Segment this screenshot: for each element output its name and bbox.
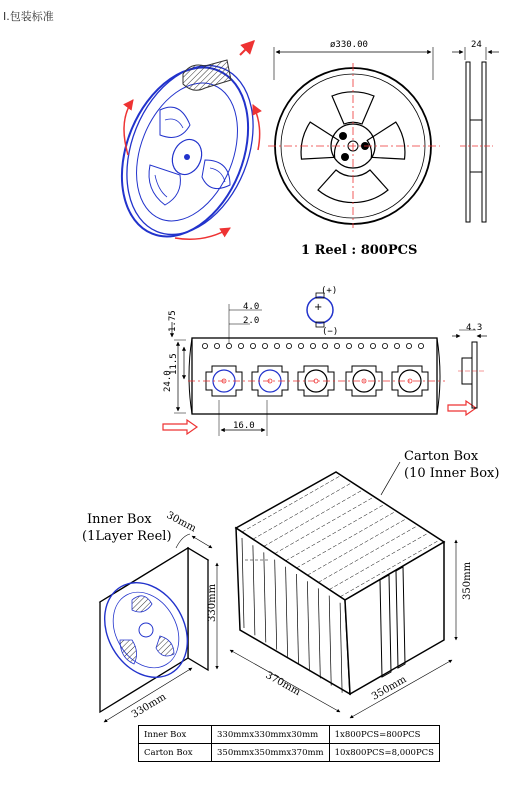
reel-perspective-illustration (98, 41, 276, 255)
dim-1-75: 1.75 (168, 310, 178, 332)
polarity-minus: (−) (322, 327, 339, 337)
table-row (139, 726, 440, 744)
carton-height-label: 350mm (462, 561, 473, 600)
table-cell-qty: 1x800PCS=800PCS (329, 726, 439, 744)
inner-box-drawing (88, 534, 217, 722)
carton-label-line1: Carton Box (404, 449, 479, 464)
component-polarity-detail (307, 293, 333, 327)
packaging-spec-table (138, 725, 440, 762)
carrier-tape (163, 304, 476, 436)
table-cell-size: 350mmx350mmx370mm (212, 744, 330, 762)
dim-4-3: 4.3 (466, 323, 483, 333)
reel-front-view (268, 47, 440, 228)
inner-label-line2: (1Layer Reel) (82, 529, 172, 544)
inner-depth-label: 30mm (164, 509, 198, 535)
reel-side-view (452, 47, 499, 222)
dim-4-0: 4.0 (243, 302, 260, 312)
table-cell-qty: 10x800PCS=8,000PCS (329, 744, 439, 762)
carton-length-label: 370mm (263, 670, 303, 699)
table-cell-name: Inner Box (139, 726, 212, 744)
polarity-plus: (+) (321, 286, 338, 296)
carton-width-label: 350mm (370, 674, 409, 703)
carton-label-line2: (10 Inner Box) (404, 466, 500, 481)
table-cell-size: 330mmx330mmx30mm (212, 726, 330, 744)
inner-label-line1: Inner Box (87, 512, 152, 527)
dim-2-0: 2.0 (243, 316, 260, 326)
dim-11-5: 11.5 (169, 353, 179, 375)
inner-width-label: 330mm (129, 691, 169, 721)
dim-24-0: 24.0 (163, 370, 173, 392)
dim-16-0: 16.0 (233, 421, 255, 431)
reel-diameter-label: ø330.00 (330, 40, 368, 50)
inner-height-label: 330mm (207, 583, 218, 622)
table-row (139, 744, 440, 762)
table-cell-name: Carton Box (139, 744, 212, 762)
svg-text:+: + (314, 302, 323, 313)
page-title: I.包装标准 (3, 10, 54, 23)
reel-caption: 1 Reel : 800PCS (301, 243, 418, 258)
reel-width-label: 24 (471, 40, 482, 50)
tape-side-view (452, 330, 487, 408)
